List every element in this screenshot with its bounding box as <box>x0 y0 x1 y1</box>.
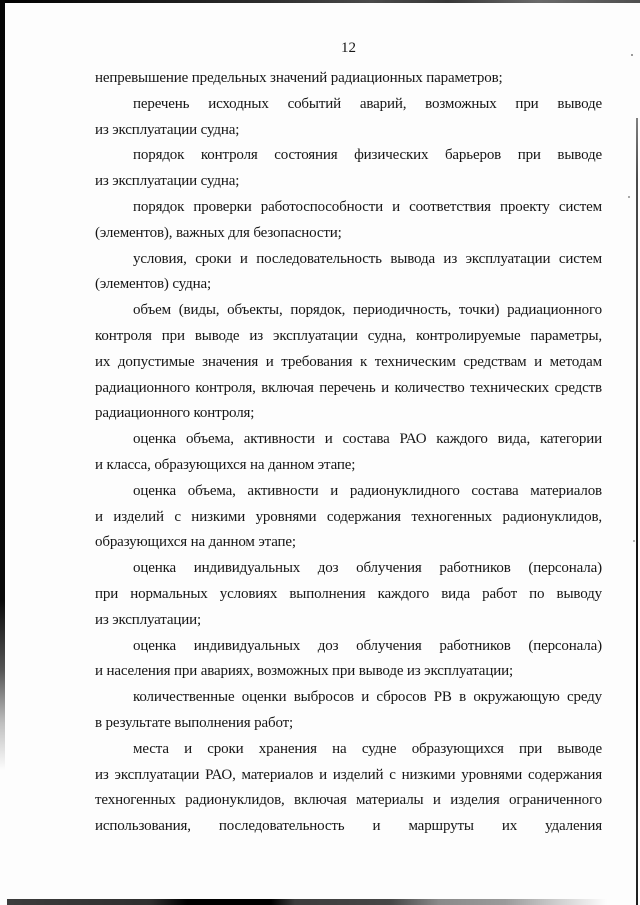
document-line: непревышение предельных значений радиационных параметров; <box>95 70 503 86</box>
document-line: и населения при авариях, возможных при выводе из эксплуатации; <box>95 663 513 680</box>
document-line: из эксплуатации судна; <box>95 121 240 138</box>
document-line: объем (виды, объекты, порядок, периодичность, точки) радиационного <box>133 302 602 319</box>
document-line: радиационного контроля, включая перечень и количество технических средств <box>95 379 602 396</box>
document-text-block <box>95 66 602 840</box>
document-line: оценка индивидуальных доз облучения работников (персонала) <box>133 637 602 654</box>
scan-edge-top <box>0 0 640 3</box>
document-line: в результате выполнения работ; <box>95 714 294 731</box>
document-line: условия, сроки и последовательность вывода из эксплуатации систем <box>133 250 602 267</box>
document-line: и изделий с низкими уровнями содержания техногенных радионуклидов, <box>95 508 602 525</box>
document-line: оценка объема, активности и радионуклидного состава материалов <box>133 482 602 499</box>
document-line: из эксплуатации судна; <box>95 173 240 190</box>
document-line: при нормальных условиях выполнения каждого вида работ по выводу <box>95 585 602 602</box>
document-line: техногенных радионуклидов, включая материалы и изделия ограниченного <box>95 792 602 809</box>
scan-speck <box>631 54 633 56</box>
document-line: из эксплуатации; <box>95 611 202 628</box>
document-line: порядок контроля состояния физических барьеров при выводе <box>133 147 602 164</box>
document-line: оценка объема, активности и состава РАО каждого вида, категории <box>133 431 602 448</box>
scan-edge-bottom <box>7 899 607 905</box>
document-line: (элементов) судна; <box>95 276 211 293</box>
document-line: места и сроки хранения на судне образующихся при выводе <box>133 740 602 757</box>
document-line: радиационного контроля; <box>95 405 255 422</box>
document-line: использования, последовательность и маршруты их удаления <box>95 818 602 835</box>
document-line: порядок проверки работоспособности и соответствия проекту систем <box>133 198 602 215</box>
document-line: контроля при выводе из эксплуатации судна, контролируемые параметры, <box>95 327 602 344</box>
document-line: количественные оценки выбросов и сбросов РВ в окружающую среду <box>133 689 602 706</box>
document-line: образующихся на данном этапе; <box>95 534 296 551</box>
scan-edge-right <box>636 118 638 905</box>
document-line: их допустимые значения и требования к техническим средствам и методам <box>95 353 602 370</box>
document-line: из эксплуатации РАО, материалов и изделий с низкими уровнями содержания <box>95 766 602 783</box>
document-line: перечень исходных событий аварий, возможных при выводе <box>133 95 602 112</box>
scan-edge-left <box>0 0 5 770</box>
document-line: (элементов), важных для безопасности; <box>95 224 342 241</box>
document-line: и класса, образующихся на данном этапе; <box>95 456 356 473</box>
page-number: 12 <box>341 40 356 56</box>
document-line: оценка индивидуальных доз облучения работников (персонала) <box>133 560 602 577</box>
